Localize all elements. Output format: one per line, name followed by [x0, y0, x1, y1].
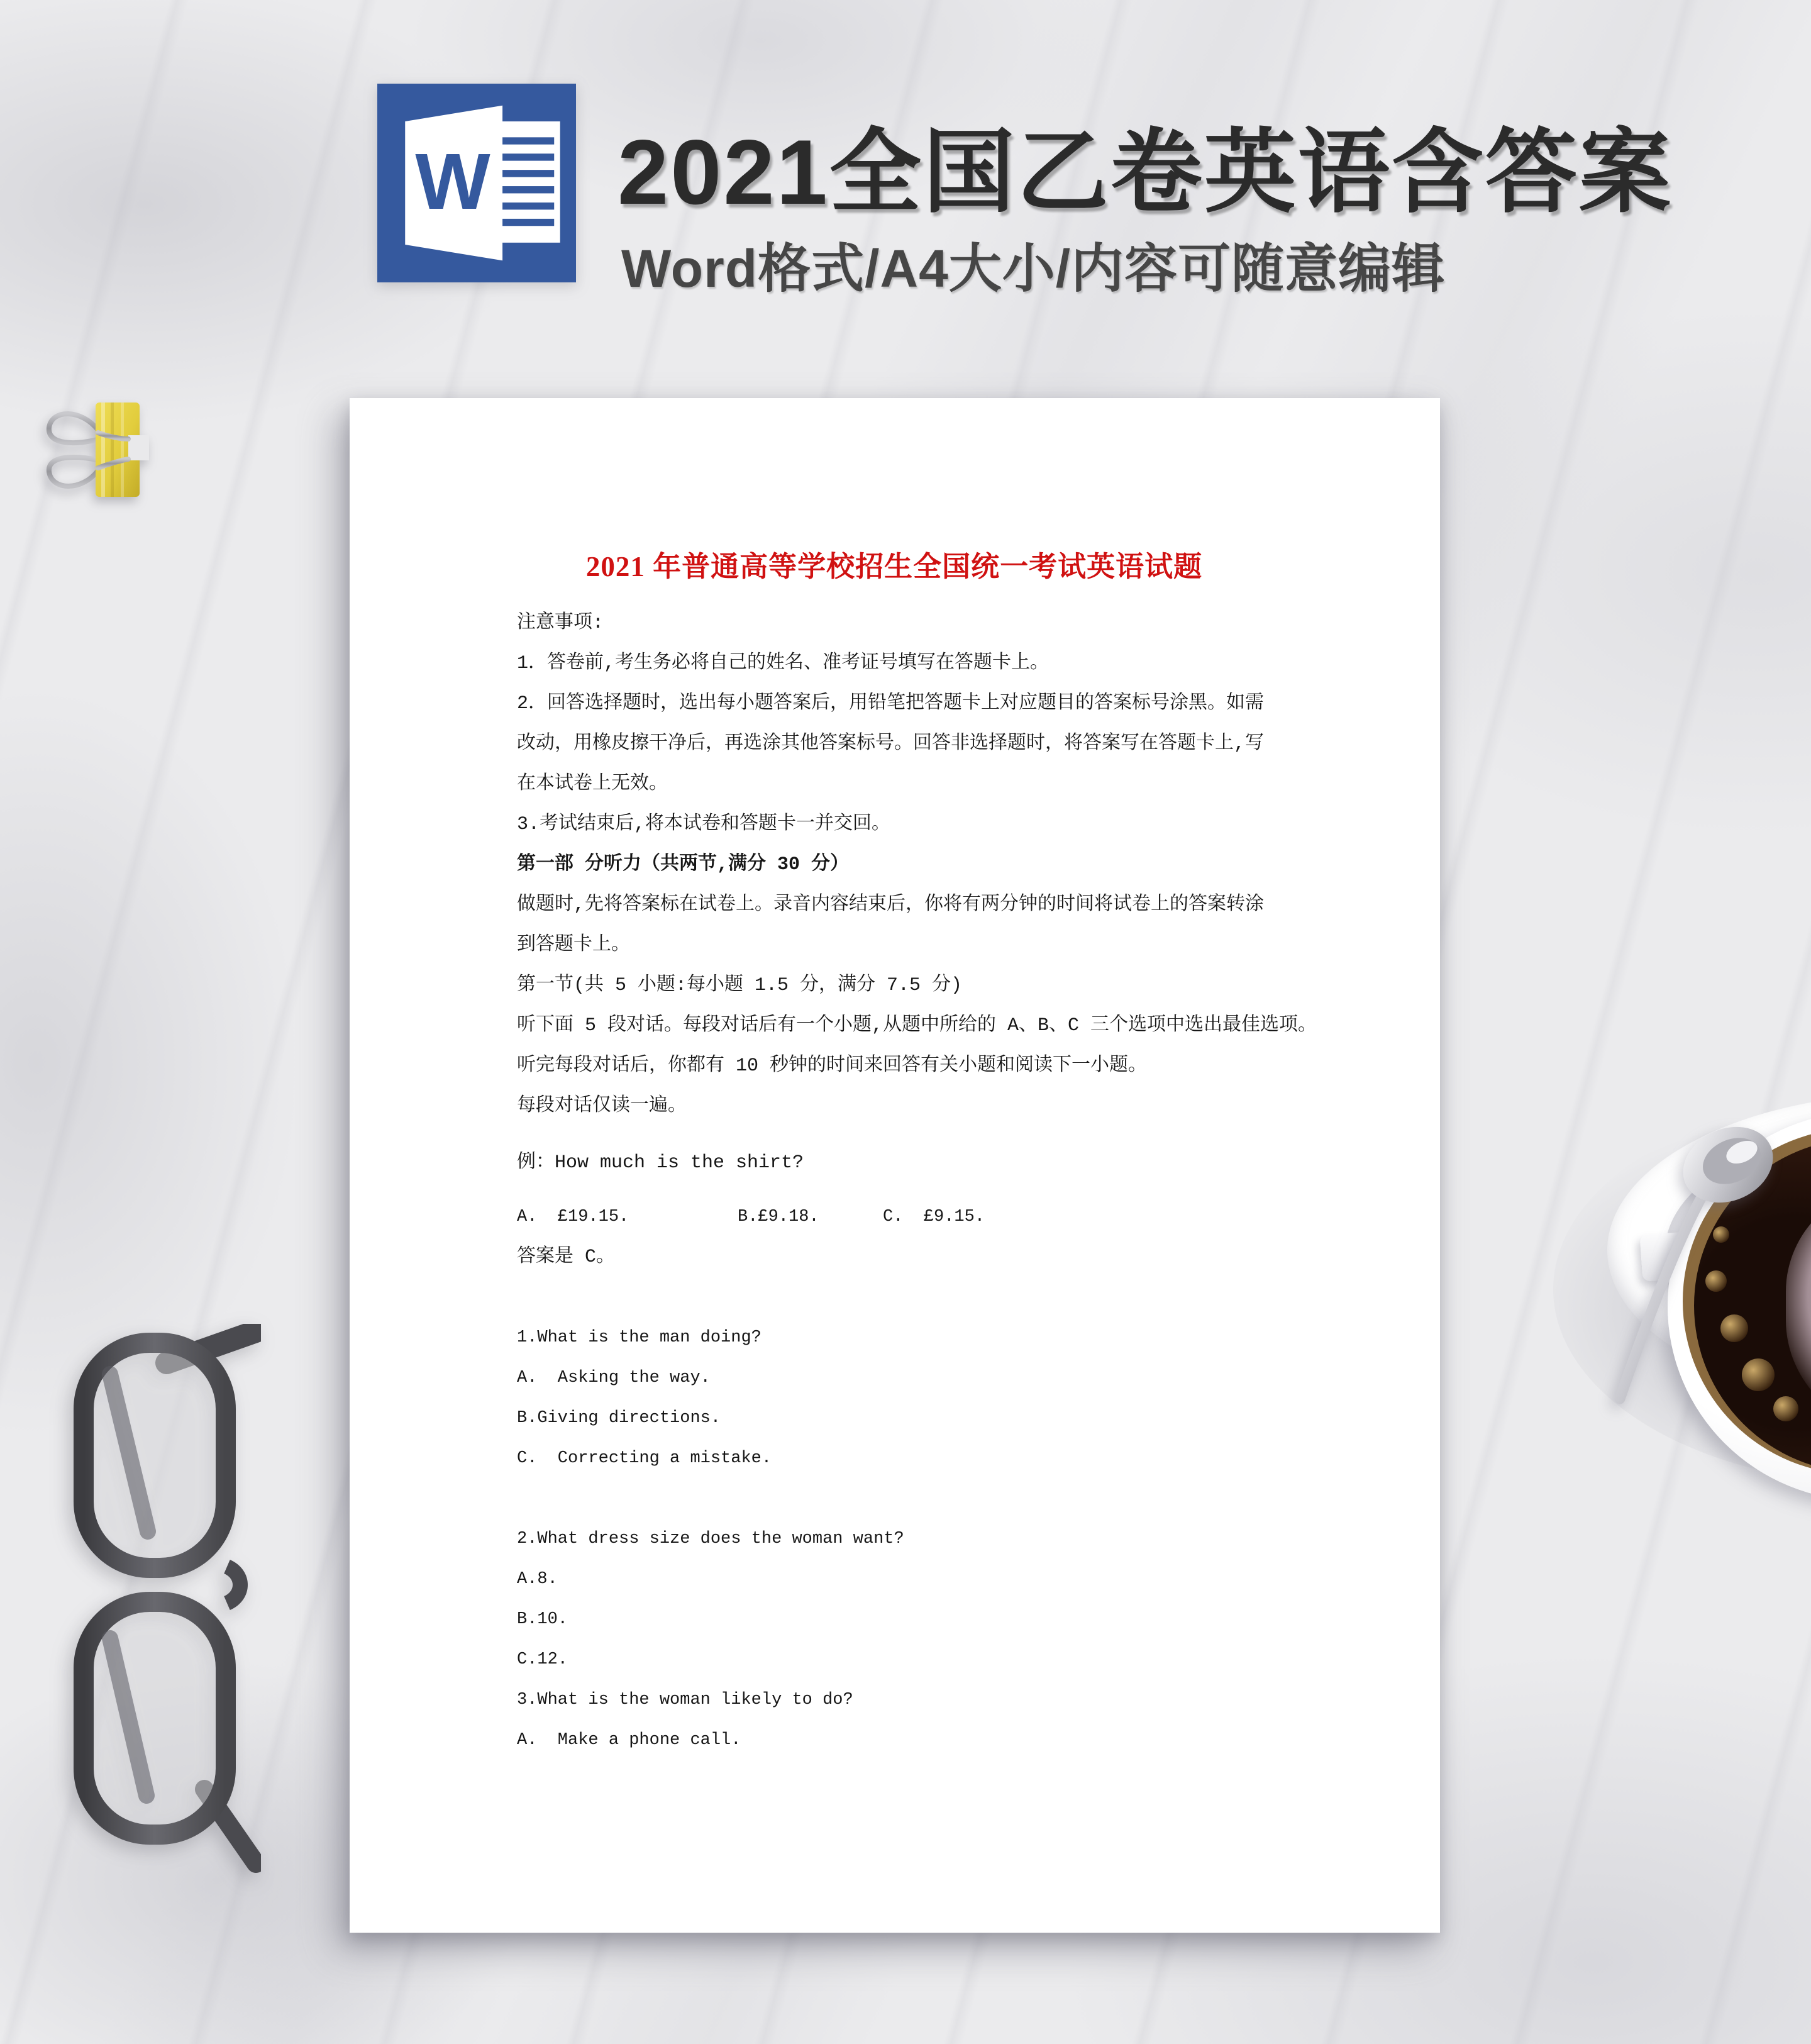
paper-line: 第一部 分听力（共两节,满分 30 分）	[517, 854, 850, 875]
paper-line: A.8.	[517, 1570, 558, 1589]
paper-line: 2．回答选择题时，选出每小题答案后，用铅笔把答题卡上对应题目的答案标号涂黑。如需	[517, 693, 1265, 714]
paper-line: 做题时,先将答案标在试卷上。录音内容结束后，你将有两分钟的时间将试卷上的答案转涂	[517, 894, 1265, 916]
paper-line: A. Asking the way.	[517, 1369, 711, 1387]
paper-line: 2.What dress size does the woman want?	[517, 1530, 904, 1548]
document-body	[517, 603, 1317, 1760]
paper-line: 答案是 C。	[517, 1247, 616, 1268]
example-option-b: B.£9.18.	[738, 1208, 819, 1226]
paper-line: 1．答卷前,考生务必将自己的姓名、准考证号填写在答题卡上。	[517, 653, 1049, 674]
paper-line: 注意事项:	[517, 613, 604, 634]
paper-line: B.Giving directions.	[517, 1409, 721, 1428]
page-title: 2021全国乙卷英语含答案	[618, 121, 1673, 223]
paper-line: C. Correcting a mistake.	[517, 1449, 772, 1468]
spoon	[1602, 1114, 1810, 1410]
paper-line	[517, 1277, 1271, 1318]
paper-line: 到答题卡上。	[517, 935, 630, 956]
paper-line: 3.考试结束后,将本试卷和答题卡一并交回。	[517, 814, 891, 835]
paper-line: 改动，用橡皮擦干净后，再选涂其他答案标号。回答非选择题时，将答案写在答题卡上,写	[517, 733, 1265, 755]
paper-line: 在本试卷上无效。	[517, 774, 668, 795]
document-title: 2021 年普通高等学校招生全国统一考试英语试题	[585, 551, 1203, 582]
word-logo-icon	[377, 81, 576, 286]
binder-clip	[33, 395, 149, 505]
page-subtitle: Word格式/A4大小/内容可随意编辑	[621, 239, 1446, 298]
paper-line: A. Make a phone call.	[517, 1731, 741, 1750]
paper-line: 每段对话仅读一遍。	[517, 1096, 687, 1117]
document-page	[350, 398, 1440, 1933]
paper-line	[517, 1479, 1271, 1519]
paper-line: C.12.	[517, 1650, 568, 1669]
paper-line: 1.What is the man doing?	[517, 1328, 762, 1347]
eyeglasses	[72, 1324, 261, 1874]
paper-line: 第一节(共 5 小题:每小题 1.5 分，满分 7.5 分)	[517, 975, 963, 996]
document-content	[517, 549, 1317, 1760]
paper-line: 例：How much is the shirt?	[517, 1152, 804, 1174]
paper-line: 听下面 5 段对话。每段对话后有一个小题,从题中所给的 A、B、C 三个选项中选出最佳选项。	[517, 1015, 1317, 1036]
paper-line: 听完每段对话后，你都有 10 秒钟的时间来回答有关小题和阅读下一小题。	[517, 1055, 1148, 1077]
paper-line	[517, 1197, 1271, 1237]
paper-line: B.10.	[517, 1610, 568, 1629]
word-logo-letter: W	[415, 137, 490, 226]
example-option-a: A. £19.15.	[517, 1208, 629, 1226]
paper-line: 3.What is the woman likely to do?	[517, 1691, 853, 1709]
example-option-c: C. £9.15.	[883, 1208, 985, 1226]
